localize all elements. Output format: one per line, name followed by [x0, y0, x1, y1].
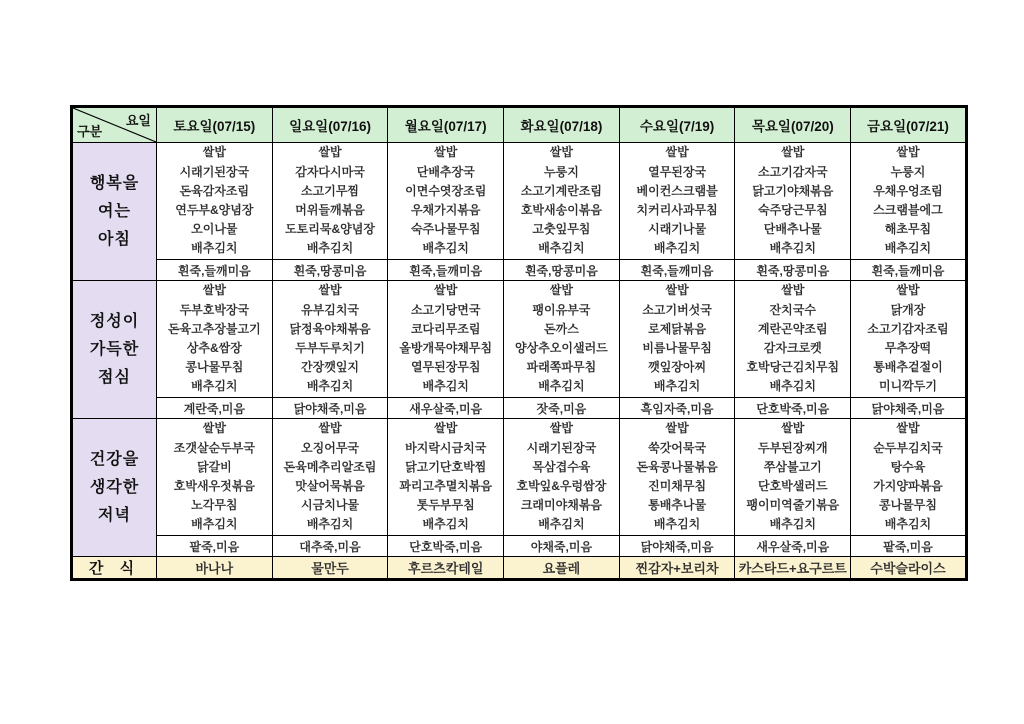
meal-label-line: 저녁 — [98, 506, 131, 524]
table-header-row — [72, 107, 967, 143]
meal-items-row — [72, 143, 967, 260]
menu-item: 배추김치 — [306, 379, 354, 394]
porridge-cell: 새우살죽,미음 — [735, 536, 851, 557]
menu-item: 통배추겉절이 — [873, 360, 943, 375]
porridge-row — [72, 260, 967, 281]
menu-cell — [504, 143, 620, 260]
menu-item: 쌀밥 — [896, 145, 920, 160]
menu-cell — [735, 281, 851, 398]
menu-cell — [851, 419, 967, 536]
menu-item: 연두부&양념장 — [175, 203, 254, 217]
menu-item: 스크램블에그 — [873, 203, 943, 217]
porridge-cell: 닭야채죽,미음 — [851, 398, 967, 419]
meal-items-row — [72, 281, 967, 398]
menu-cell — [388, 143, 504, 260]
meal-label-line: 정성이 — [89, 312, 140, 330]
porridge-cell: 흰죽,땅콩미음 — [272, 260, 388, 281]
porridge-cell: 흰죽,들깨미음 — [388, 260, 504, 281]
menu-item: 숙주나물무침 — [410, 222, 481, 237]
menu-item: 쌀밥 — [202, 283, 226, 298]
menu-item: 순두부김치국 — [873, 440, 943, 455]
menu-item: 통배추나물 — [648, 498, 707, 513]
menu-item: 두부호박장국 — [179, 302, 250, 317]
porridge-cell: 흰죽,땅콩미음 — [735, 260, 851, 281]
menu-item: 쌀밥 — [665, 283, 689, 298]
porridge-cell: 흰죽,들깨미음 — [157, 260, 273, 281]
menu-item: 배추김치 — [653, 379, 701, 394]
menu-item: 소고기감자국 — [758, 164, 828, 179]
menu-item: 배추김치 — [884, 517, 932, 532]
menu-item: 돈까스 — [544, 321, 579, 336]
menu-item: 쌀밥 — [549, 283, 573, 298]
menu-item: 배추김치 — [538, 517, 585, 532]
menu-item: 쌀밥 — [202, 421, 226, 436]
menu-item: 쌀밥 — [781, 145, 805, 160]
menu-item: 단호박샐러드 — [758, 479, 828, 493]
menu-item: 쌀밥 — [318, 145, 342, 160]
menu-item: 누룽지 — [544, 164, 579, 179]
menu-item: 배추김치 — [306, 517, 354, 532]
menu-item: 배추김치 — [191, 517, 238, 532]
menu-item: 오징어무국 — [301, 440, 360, 455]
menu-item: 치커리사과무침 — [636, 203, 718, 217]
porridge-cell: 새우살죽,미음 — [388, 398, 504, 419]
day-header: 목요일(07/20) — [735, 107, 851, 143]
porridge-row — [72, 398, 967, 419]
menu-cell — [157, 281, 273, 398]
menu-item: 숙주당근무침 — [758, 203, 828, 217]
menu-item: 우채가지볶음 — [410, 203, 481, 217]
menu-item: 배추김치 — [422, 379, 469, 394]
menu-item: 잔치국수 — [769, 302, 816, 317]
menu-item: 쌀밥 — [318, 283, 342, 298]
menu-item: 배추김치 — [653, 241, 701, 256]
menu-item: 도토리묵&양념장 — [285, 222, 375, 237]
menu-cell — [157, 419, 273, 536]
menu-item: 시래기된장국 — [179, 164, 250, 179]
meal-label-line: 점심 — [98, 368, 131, 386]
menu-item: 쭈삼불고기 — [763, 459, 822, 474]
menu-item: 머위들깨볶음 — [295, 203, 365, 217]
menu-item: 호박잎&우렁쌈장 — [516, 479, 607, 493]
menu-item: 크래미야채볶음 — [520, 498, 602, 513]
menu-item: 콩나물무침 — [185, 360, 244, 375]
day-header: 화요일(07/18) — [504, 107, 620, 143]
porridge-row — [72, 536, 967, 557]
menu-item: 파래쪽파무침 — [526, 360, 597, 375]
menu-item: 쑥갓어묵국 — [648, 440, 707, 455]
snack-cell: 찐감자+보리차 — [619, 557, 735, 580]
snack-cell: 물만두 — [272, 557, 388, 580]
menu-item: 배추김치 — [884, 241, 932, 256]
meal-items-row — [72, 419, 967, 536]
porridge-cell: 야채죽,미음 — [504, 536, 620, 557]
menu-item: 열무된장무침 — [410, 360, 481, 375]
porridge-cell: 흰죽,들깨미음 — [619, 260, 735, 281]
porridge-cell: 잣죽,미음 — [504, 398, 620, 419]
menu-item: 호박새송이볶음 — [520, 203, 602, 217]
day-header: 일요일(07/16) — [272, 107, 388, 143]
meal-label-line: 여는 — [98, 202, 131, 220]
porridge-cell: 단호박죽,미음 — [735, 398, 851, 419]
porridge-cell: 흑임자죽,미음 — [619, 398, 735, 419]
menu-item: 호박당근김치무침 — [746, 360, 840, 375]
porridge-cell: 흰죽,들깨미음 — [851, 260, 967, 281]
menu-item: 조갯살순두부국 — [173, 440, 255, 455]
menu-item: 닭고기단호박찜 — [405, 459, 487, 474]
menu-cell — [272, 143, 388, 260]
menu-item: 배추김치 — [538, 379, 585, 394]
menu-item: 쌀밥 — [434, 145, 458, 160]
porridge-cell: 팥죽,미음 — [851, 536, 967, 557]
menu-item: 돈육감자조림 — [179, 183, 250, 198]
snack-cell: 수박슬라이스 — [851, 557, 967, 580]
porridge-cell: 팥죽,미음 — [157, 536, 273, 557]
menu-item: 고춧잎무침 — [532, 222, 591, 237]
menu-item: 배추김치 — [191, 241, 238, 256]
menu-cell — [619, 419, 735, 536]
menu-item: 배추김치 — [769, 241, 816, 256]
menu-item: 소고기버섯국 — [642, 302, 712, 317]
menu-cell — [619, 281, 735, 398]
menu-item: 소고기계란조림 — [520, 183, 602, 198]
menu-item: 소고기당면국 — [410, 302, 481, 317]
menu-cell — [735, 143, 851, 260]
menu-item: 시금치나물 — [301, 498, 360, 513]
snack-cell: 바나나 — [157, 557, 273, 580]
menu-item: 해초무침 — [884, 222, 932, 237]
menu-cell — [851, 143, 967, 260]
menu-item: 맛살어묵볶음 — [295, 479, 365, 493]
menu-cell — [388, 281, 504, 398]
menu-item: 배추김치 — [769, 379, 816, 394]
porridge-cell: 계란죽,미음 — [157, 398, 273, 419]
menu-item: 배추김치 — [306, 241, 354, 256]
menu-item: 닭갈비 — [196, 459, 232, 474]
menu-item: 배추김치 — [769, 517, 816, 532]
porridge-cell: 단호박죽,미음 — [388, 536, 504, 557]
menu-item: 닭개장 — [890, 302, 926, 317]
menu-item: 코다리무조림 — [410, 321, 481, 336]
menu-item: 쌀밥 — [434, 283, 458, 298]
menu-item: 쌀밥 — [549, 145, 573, 160]
menu-item: 누룽지 — [890, 164, 926, 179]
snack-cell: 카스타드+요구르트 — [735, 557, 851, 580]
menu-cell — [272, 281, 388, 398]
menu-item: 비름나물무침 — [642, 341, 712, 355]
menu-item: 상추&쌈장 — [186, 341, 242, 355]
menu-item: 쌀밥 — [896, 421, 920, 436]
meal-label-line: 생각한 — [89, 478, 140, 496]
menu-item: 올방개묵야채무침 — [399, 341, 493, 355]
meal-label-line: 아침 — [98, 230, 131, 248]
meal-label — [72, 143, 157, 281]
menu-item: 돈육메추리알조림 — [283, 459, 377, 474]
corner-category-label: 구분 — [77, 124, 103, 139]
menu-item: 깻잎장아찌 — [648, 360, 707, 375]
menu-item: 오이나물 — [191, 222, 238, 237]
menu-cell — [272, 419, 388, 536]
menu-item: 우채우엉조림 — [873, 183, 943, 198]
meal-label-line: 행복을 — [89, 174, 140, 192]
menu-item: 쌀밥 — [549, 421, 573, 436]
menu-item: 계란곤약조림 — [758, 321, 828, 336]
menu-item: 배추김치 — [538, 241, 585, 256]
menu-item: 유부김치국 — [301, 302, 360, 317]
meal-label-line: 건강을 — [89, 450, 140, 468]
menu-item: 시래기된장국 — [526, 440, 597, 455]
menu-cell — [504, 419, 620, 536]
menu-item: 간장깻잎지 — [301, 360, 360, 375]
menu-item: 쌀밥 — [318, 421, 342, 436]
snack-cell: 요플레 — [504, 557, 620, 580]
menu-item: 두부된장찌개 — [758, 440, 828, 455]
menu-item: 쌀밥 — [781, 283, 805, 298]
menu-item: 쌀밥 — [665, 145, 689, 160]
menu-item: 단배추장국 — [416, 164, 475, 179]
menu-item: 호박새우젓볶음 — [173, 479, 255, 493]
snack-row — [72, 557, 967, 580]
menu-cell — [388, 419, 504, 536]
menu-item: 양상추오이샐러드 — [515, 341, 608, 355]
menu-cell — [157, 143, 273, 260]
menu-item: 베이컨스크램블 — [636, 183, 718, 198]
menu-item: 팽이유부국 — [532, 302, 591, 317]
menu-cell — [504, 281, 620, 398]
menu-item: 쌀밥 — [202, 145, 226, 160]
menu-item: 로제닭볶음 — [648, 321, 707, 336]
menu-item: 이면수엿장조림 — [405, 183, 487, 198]
snack-cell: 후르츠칵테일 — [388, 557, 504, 580]
menu-item: 돈육콩나물볶음 — [636, 459, 718, 474]
corner-cell — [72, 107, 157, 143]
menu-item: 감자크로켓 — [763, 341, 822, 355]
menu-item: 무추장떡 — [884, 341, 932, 355]
meal-label-line: 가득한 — [89, 340, 140, 358]
menu-item: 콩나물무침 — [878, 498, 937, 513]
menu-item: 시래기나물 — [648, 222, 707, 237]
menu-cell — [851, 281, 967, 398]
menu-item: 배추김치 — [422, 241, 469, 256]
porridge-cell: 닭야채죽,미음 — [272, 398, 388, 419]
menu-item: 진미채무침 — [648, 479, 707, 493]
menu-item: 쌀밥 — [781, 421, 805, 436]
menu-item: 쌀밥 — [434, 421, 458, 436]
menu-item: 돈육고추장불고기 — [167, 321, 261, 336]
day-header: 토요일(07/15) — [157, 107, 273, 143]
menu-item: 톳두부무침 — [416, 498, 475, 513]
menu-cell — [619, 143, 735, 260]
day-header: 월요일(07/17) — [388, 107, 504, 143]
menu-item: 닭정육야채볶음 — [289, 321, 371, 336]
menu-item: 탕수육 — [890, 459, 926, 474]
menu-item: 배추김치 — [191, 379, 238, 394]
menu-item: 꽈리고추멸치볶음 — [399, 479, 493, 493]
menu-item: 쌀밥 — [896, 283, 920, 298]
menu-item: 미니깍두기 — [878, 379, 937, 394]
menu-item: 열무된장국 — [648, 164, 707, 179]
menu-item: 닭고기야채볶음 — [752, 183, 834, 198]
porridge-cell: 흰죽,땅콩미음 — [504, 260, 620, 281]
menu-item: 팽이미역줄기볶음 — [746, 498, 840, 513]
meal-label — [72, 281, 157, 419]
menu-item: 소고기감자조림 — [867, 321, 949, 336]
weekly-meal-plan-table — [70, 105, 968, 581]
menu-item: 바지락시금치국 — [405, 440, 487, 455]
menu-item: 두부두루치기 — [295, 341, 365, 355]
porridge-cell: 대추죽,미음 — [272, 536, 388, 557]
menu-item: 배추김치 — [653, 517, 701, 532]
menu-item: 배추김치 — [422, 517, 469, 532]
snack-label: 간 식 — [72, 557, 157, 580]
corner-day-label: 요일 — [125, 113, 151, 128]
porridge-cell: 닭야채죽,미음 — [619, 536, 735, 557]
menu-item: 소고기무찜 — [301, 183, 360, 198]
day-header: 금요일(07/21) — [851, 107, 967, 143]
menu-item: 단배추나물 — [763, 222, 822, 237]
menu-item: 목삼겹수육 — [532, 459, 591, 474]
day-header: 수요일(7/19) — [619, 107, 735, 143]
menu-item: 노각무침 — [191, 498, 238, 513]
menu-item: 감자다시마국 — [295, 164, 365, 179]
menu-item: 쌀밥 — [665, 421, 689, 436]
menu-item: 가지양파볶음 — [873, 479, 943, 493]
meal-label — [72, 419, 157, 557]
menu-cell — [735, 419, 851, 536]
